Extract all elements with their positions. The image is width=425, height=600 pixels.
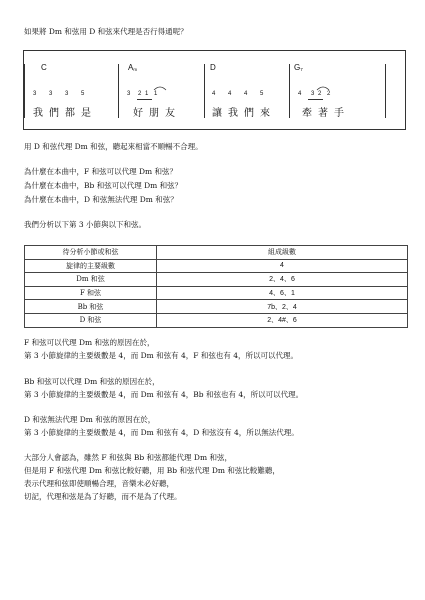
barline [289,64,290,118]
table-cell: F 和弦 [25,286,157,300]
lyric-char: 都 [65,108,75,119]
conclusion-line: 表示代理和弦即使順暢合理，音樂未必好聽， [24,479,174,488]
table-cell: 2、4#、6 [157,313,408,327]
measure-notes [212,91,276,97]
table-cell: 4 [157,259,408,273]
chord-symbol: $A_m$ [128,63,138,72]
lyric-char: 牽 [302,108,312,119]
explanation-title: Bb 和弦可以代理 Dm 和弦的原因在於， [24,377,160,386]
note: 3 [127,91,131,97]
note: 5 [260,91,264,97]
note: 2 [318,91,322,97]
explanation-body: 第 3 小節旋律的主要級數是 4，而 Dm 和弦有 4，D 和弦沒有 4，所以無法代理。 [24,428,299,437]
explanation-body: 第 3 小節旋律的主要級數是 4，而 Dm 和弦有 4，F 和弦也有 4，所以可以代理。 [24,351,298,360]
note: 3 [49,91,53,97]
barline [385,64,386,118]
paragraph: 用 D 和弦代理 Dm 和弦，聽起來相當不順暢不合理。 [24,142,203,151]
table-cell: Bb 和弦 [25,300,157,314]
note: 2 [138,91,142,97]
lyric-char: 是 [81,108,91,119]
analysis-table [24,245,408,328]
conclusion-line: 切記，代理和弦是為了好聽，而不是為了代理。 [24,492,182,501]
barline [204,64,205,118]
conclusion-line: 但是用 F 和弦代理 Dm 和弦比較好聽，用 Bb 和弦代理 Dm 和弦比較難聽， [24,466,280,475]
note: 1 [145,91,149,97]
table-cell: 7b、2、4 [157,300,408,314]
lyric-char: 們 [49,108,59,119]
explanation-title: D 和弦無法代理 Dm 和弦的原因在於， [24,415,156,424]
table-cell: Dm 和弦 [25,273,157,287]
tie-arc [316,84,330,91]
lyric-char: 我 [228,108,238,119]
table-header: 組成級數 [157,246,408,260]
chord-symbol: $G_7$ [294,63,303,72]
note: 4 [244,91,248,97]
analysis-intro: 我們分析以下第 3 小節與以下和弦。 [24,220,147,229]
lyric-char: 好 [133,108,143,119]
conclusion-line: 大部分人會認為，雖然 F 和弦與 Bb 和弦都能代理 Dm 和弦， [24,453,232,462]
table-cell: 旋律的主要級數 [25,259,157,273]
note: 3 [311,91,315,97]
note: 5 [81,91,85,97]
question-text: 如果將 Dm 和弦用 D 和弦來代理是否行得通呢？ [24,27,188,36]
table-row [25,259,408,273]
table-row [25,313,408,327]
table-cell: 2、4、6 [157,273,408,287]
table-row [25,273,408,287]
measure-lyrics [212,104,276,119]
lyric-char: 們 [244,108,254,119]
lyric-char: 來 [260,108,270,119]
explanation-title: F 和弦可以代理 Dm 和弦的原因在於， [24,338,155,347]
explanation-body: 第 3 小節旋律的主要級數是 4，而 Dm 和弦有 4，Bb 和弦也有 4，所以可以代理。 [24,390,304,399]
beam-line [137,99,152,100]
lyric-char: 友 [165,108,175,119]
table-row [25,300,408,314]
table-cell: D 和弦 [25,313,157,327]
measure-lyrics [33,104,97,119]
measure-lyrics [298,104,350,119]
barline [24,64,25,118]
table-header-row [25,246,408,260]
question-line: 為什麼在本曲中，D 和弦無法代理 Dm 和弦？ [24,195,178,204]
measure-notes [33,91,97,97]
lyric-char: 著 [318,108,328,119]
beam-line [308,99,323,100]
tie-arc [153,84,167,91]
lyric-char: 我 [33,108,43,119]
question-line: 為什麼在本曲中，F 和弦可以代理 Dm 和弦？ [24,167,177,176]
note: 4 [228,91,232,97]
lyric-char: 讓 [212,108,222,119]
note: 2 [327,91,331,97]
table-cell: 4、6、1 [157,286,408,300]
note: 4 [298,91,302,97]
lyric-char: 朋 [149,108,159,119]
question-line: 為什麼在本曲中，Bb 和弦可以代理 Dm 和弦？ [24,181,183,190]
table-header: 待分析小節或和弦 [25,246,157,260]
note: 1 [154,91,158,97]
music-score [23,50,406,130]
measure-notes [127,91,170,97]
chord-symbol: D [210,63,216,72]
note: 3 [33,91,37,97]
barline [118,64,119,118]
note: 3 [65,91,69,97]
chord-symbol: C [41,63,47,72]
measure-notes [298,91,343,97]
measure-lyrics [127,104,181,119]
lyric-char: 手 [334,108,344,119]
table-row [25,286,408,300]
note: 4 [212,91,216,97]
